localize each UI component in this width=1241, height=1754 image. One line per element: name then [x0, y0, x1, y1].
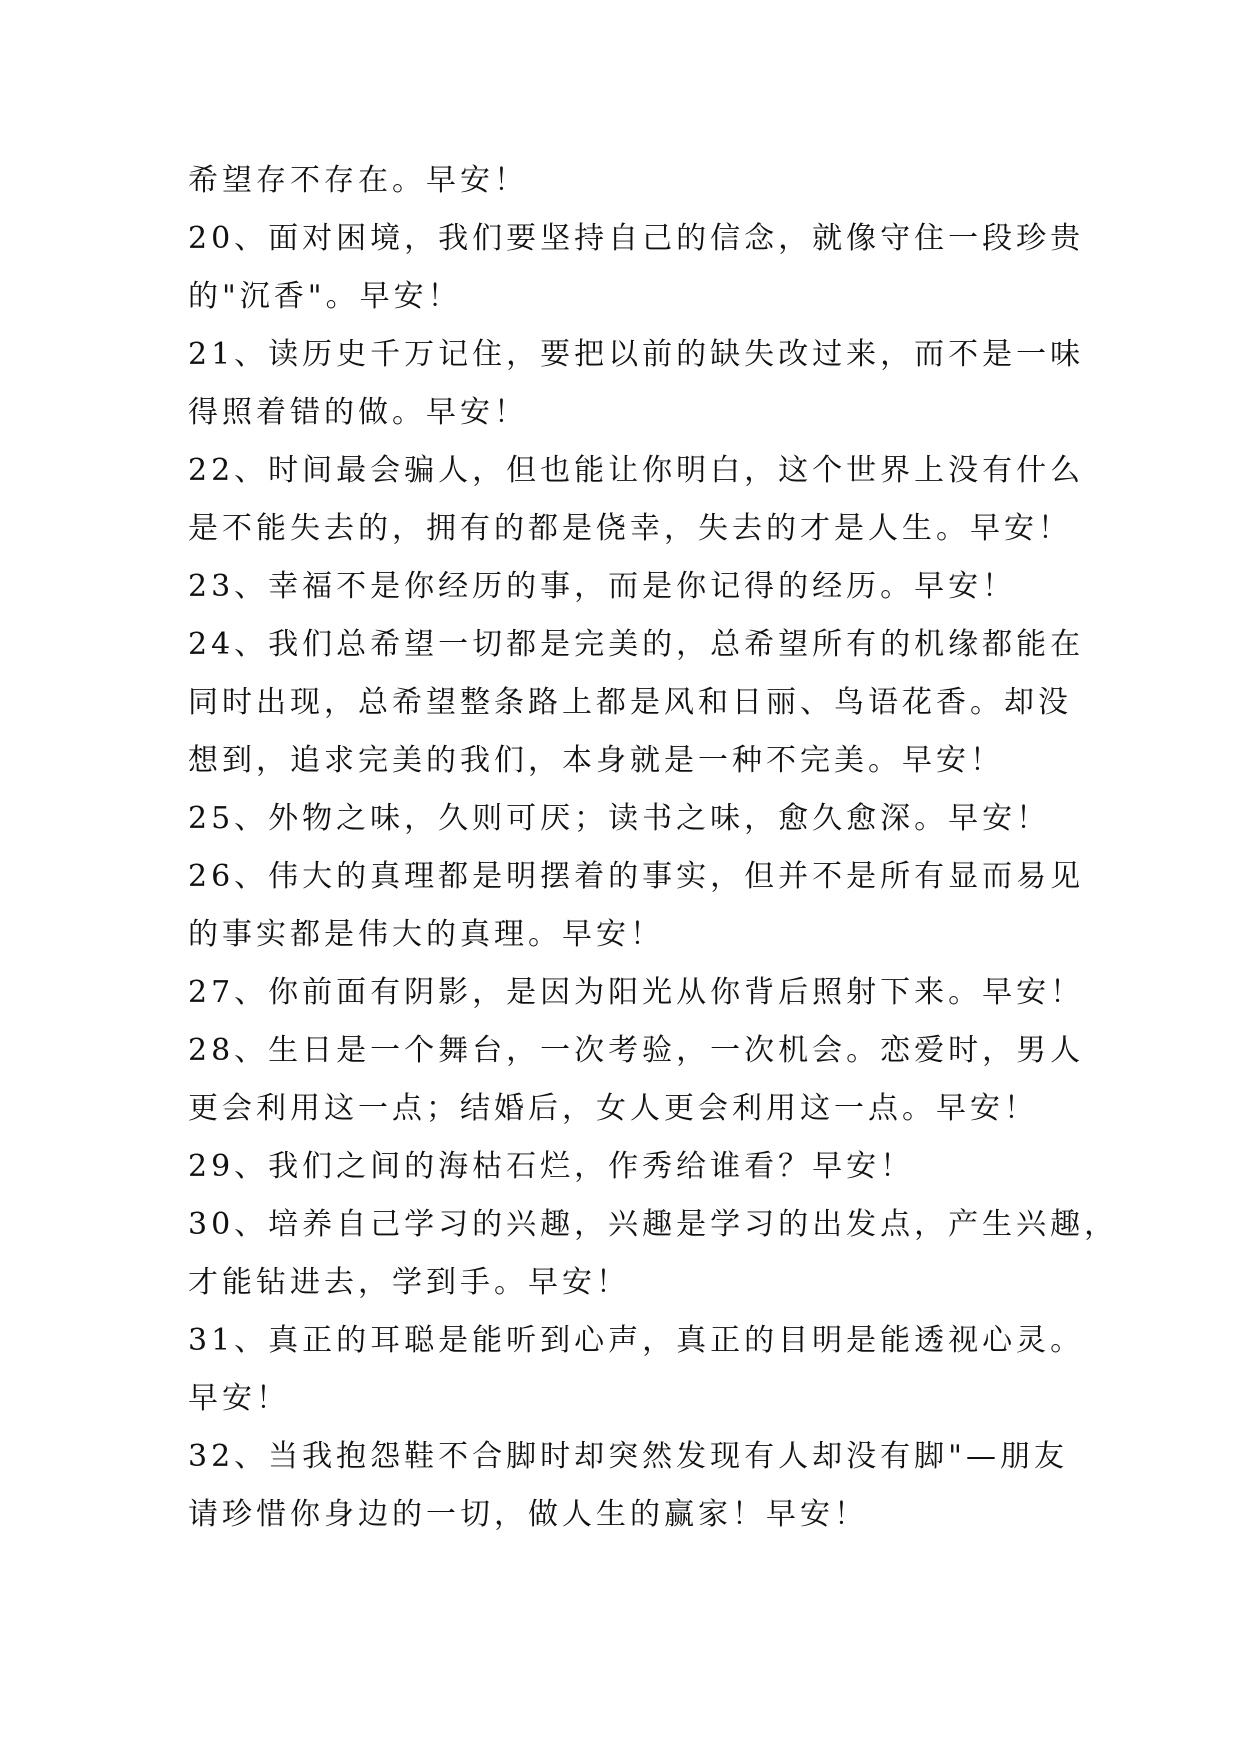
text-line: 27、你前面有阴影，是因为阳光从你背后照射下来。早安！: [188, 975, 1085, 1010]
text-line: 24、我们总希望一切都是完美的，总希望所有的机缘都能在: [188, 627, 1085, 662]
text-line: 得照着错的做。早安！: [188, 395, 528, 430]
text-line: 29、我们之间的海枯石烂，作秀给谁看？早安！: [188, 1149, 915, 1184]
text-line: 25、外物之味，久则可厌；读书之味，愈久愈深。早安！: [188, 801, 1051, 836]
text-line: 的事实都是伟大的真理。早安！: [188, 917, 664, 952]
text-line: 早安！: [188, 1381, 290, 1416]
text-line: 才能钻进去，学到手。早安！: [188, 1265, 630, 1300]
text-line: 请珍惜你身边的一切，做人生的赢家！早安！: [188, 1497, 868, 1532]
text-line: 26、伟大的真理都是明摆着的事实，但并不是所有显而易见: [188, 859, 1085, 894]
text-line: 的"沉香"。早安！: [188, 279, 462, 314]
document-body: [188, 152, 1119, 1544]
text-line: 想到，追求完美的我们，本身就是一种不完美。早安！: [188, 743, 1004, 778]
text-line: 20、面对困境，我们要坚持自己的信念，就像守住一段珍贵: [188, 221, 1085, 256]
text-line: 希望存不存在。早安！: [188, 163, 528, 198]
text-line: 32、当我抱怨鞋不合脚时却突然发现有人却没有脚"—朋友: [188, 1439, 1068, 1474]
text-line: 是不能失去的，拥有的都是侥幸，失去的才是人生。早安！: [188, 511, 1072, 546]
text-line: 22、时间最会骗人，但也能让你明白，这个世界上没有什么: [188, 453, 1085, 488]
text-line: 同时出现，总希望整条路上都是风和日丽、鸟语花香。却没: [188, 685, 1072, 720]
text-line: 30、培养自己学习的兴趣，兴趣是学习的出发点，产生兴趣，: [188, 1207, 1119, 1242]
text-line: 31、真正的耳聪是能听到心声，真正的目明是能透视心灵。: [188, 1323, 1085, 1358]
text-line: 28、生日是一个舞台，一次考验，一次机会。恋爱时，男人: [188, 1033, 1085, 1068]
text-line: 21、读历史千万记住，要把以前的缺失改过来，而不是一味: [188, 337, 1085, 372]
text-line: 23、幸福不是你经历的事，而是你记得的经历。早安！: [188, 569, 1017, 604]
text-line: 更会利用这一点；结婚后，女人更会利用这一点。早安！: [188, 1091, 1038, 1126]
